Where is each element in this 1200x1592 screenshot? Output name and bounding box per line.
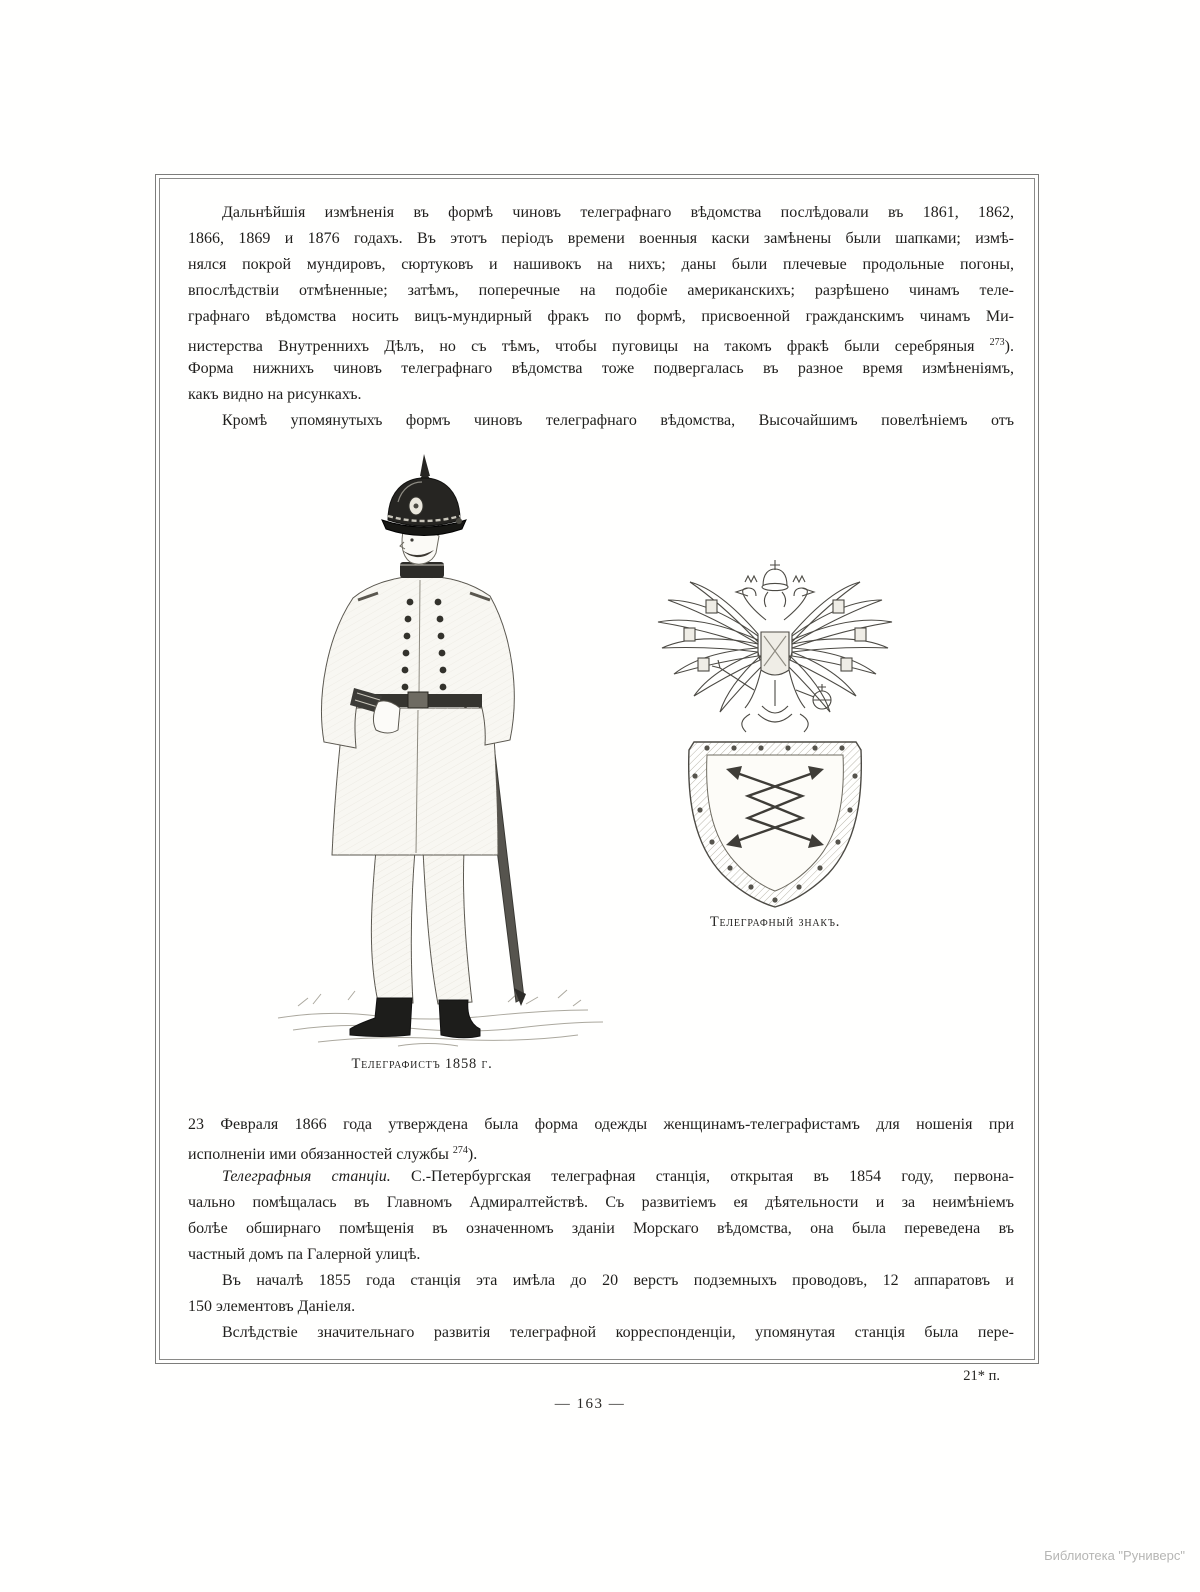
paragraph-block-top [188, 200, 1014, 434]
text-segment: 23 Февраля 1866 года утверждена была форма одежды женщинамъ-телеграфистамъ для ношенія при [188, 1116, 1014, 1133]
text-segment: С.-Петербургская телеграфная станція, открытая въ 1854 году, первона- [390, 1168, 1014, 1185]
helmet [382, 454, 466, 536]
italic-lead: Телеграфныя станціи. [222, 1168, 391, 1185]
text-line [188, 1216, 1014, 1242]
text-line [188, 1320, 1014, 1346]
text-line [188, 1112, 1014, 1138]
text-segment: нистерства Внутреннихъ Дѣлъ, но съ тѣмъ, чтобы пуговицы на такомъ фракѣ были серебряныя [188, 338, 990, 355]
text-segment: чально помѣщалась въ Главномъ Адмиралтействѣ. Съ развитіемъ ея дѣятельности и за неимѣніемъ [188, 1194, 1014, 1211]
text-line [188, 252, 1014, 278]
text-line [188, 226, 1014, 252]
library-watermark: Библиотека "Руниверс" [1044, 1548, 1185, 1563]
text-segment: Въ началѣ 1855 года станція эта имѣла до 20 верстъ подземныхъ проводовъ, 12 аппаратовъ и [222, 1272, 1014, 1289]
text-segment: частный домъ па Галерной улицѣ. [188, 1246, 421, 1263]
text-segment: Кромѣ упомянутыхъ формъ чиновъ телеграфнаго вѣдомства, Высочайшимъ повелѣніемъ отъ [222, 412, 1014, 429]
text-line [188, 200, 1014, 226]
footnote-ref: 274 [452, 1145, 468, 1156]
text-segment: исполненіи ими обязанностей службы [188, 1146, 453, 1163]
telegraph-emblem-illustration [650, 556, 900, 908]
text-segment: Дальнѣйшія измѣненія въ формѣ чиновъ телеграфнаго вѣдомства послѣдовали въ 1861, 1862, [222, 204, 1014, 221]
text-line [188, 304, 1014, 330]
text-segment: впослѣдствіи отмѣненные; затѣмъ, поперечные на подобіе американскихъ; разрѣшено чинамъ теле- [188, 282, 1014, 299]
text-line [188, 330, 1014, 356]
text-line [188, 1164, 1014, 1190]
paragraph-block-bottom [188, 1112, 1014, 1346]
text-line [188, 1242, 1014, 1268]
text-segment: ). [467, 1146, 478, 1163]
text-line [188, 1190, 1014, 1216]
telegraphist-illustration [258, 450, 618, 1050]
text-segment: нялся покрой мундировъ, сюртуковъ и нашивокъ на нихъ; даны были плечевые продольные погоны, [188, 256, 1014, 273]
text-segment: Вслѣдствіе значительнаго развитія телеграфной корреспонденціи, упомянутая станція была пере- [222, 1324, 1014, 1341]
text-segment: ). [1004, 338, 1014, 355]
imperial-eagle [658, 560, 892, 732]
emblem-caption: Телеграфный знакъ. [709, 914, 841, 930]
text-segment: графнаго вѣдомства носить вицъ-мундирный фракъ по формѣ, присвоенной гражданскимъ чинамъ Ми- [188, 308, 1014, 325]
text-segment: какъ видно на рисункахъ. [188, 386, 362, 403]
text-segment: 150 элементовъ Даніеля. [188, 1298, 356, 1315]
text-line [188, 1138, 1014, 1164]
signature-mark: 21* п. [963, 1368, 1000, 1384]
page-number: — 163 — [554, 1396, 626, 1412]
text-line [188, 382, 1014, 408]
text-segment: болѣе обширнаго помѣщенія въ означенномъ зданіи Морскаго вѣдомства, она была переведена въ [188, 1220, 1014, 1237]
footnote-ref: 273 [989, 337, 1005, 348]
coat [322, 576, 515, 855]
text-line [188, 1294, 1014, 1320]
text-line [188, 278, 1014, 304]
trousers [371, 850, 472, 1004]
telegraph-shield [689, 742, 862, 907]
text-line [188, 1268, 1014, 1294]
text-segment: Форма нижнихъ чиновъ телеграфнаго вѣдомства тоже подвергалась въ разное время измѣненіямъ, [188, 360, 1014, 377]
text-segment: 1866, 1869 и 1876 годахъ. Въ этотъ періодъ времени военныя каски замѣнены были шапками; измѣ- [188, 230, 1014, 247]
glove [373, 701, 400, 733]
text-line [188, 356, 1014, 382]
telegraphist-caption: Телеграфистъ 1858 г. [351, 1056, 493, 1072]
boots [350, 998, 480, 1038]
text-line [188, 408, 1014, 434]
